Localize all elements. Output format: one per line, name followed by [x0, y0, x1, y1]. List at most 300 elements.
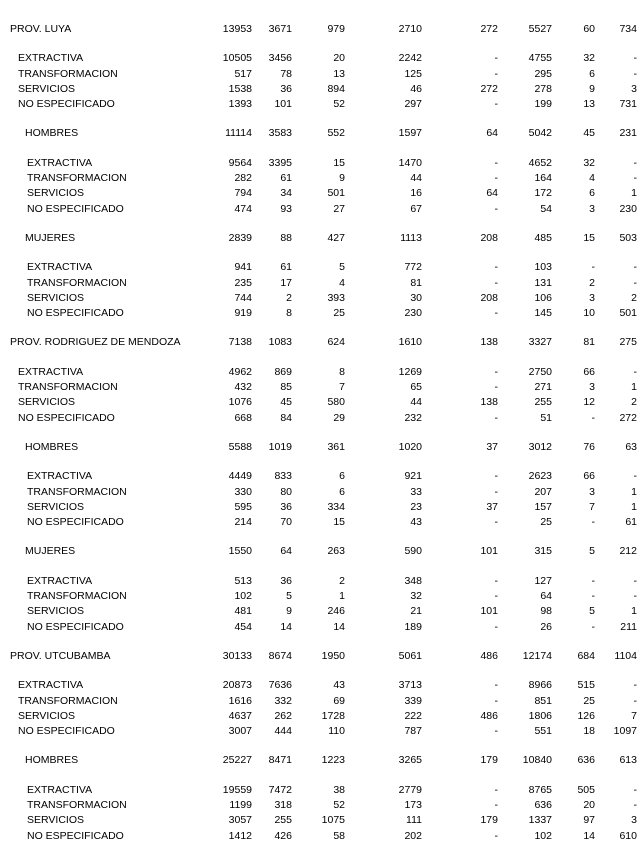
value-cell: 486 — [480, 709, 498, 722]
row-label: TRANSFORMACION — [27, 172, 127, 185]
row-label: SERVICIOS — [27, 500, 84, 513]
value-cell: 54 — [540, 202, 552, 215]
value-cell: 393 — [327, 291, 345, 304]
value-cell: 1269 — [398, 365, 422, 378]
value-cell: 1 — [631, 605, 637, 618]
value-cell: 2779 — [398, 783, 422, 796]
value-cell: 26 — [540, 620, 552, 633]
value-cell: 1113 — [400, 231, 422, 244]
value-cell: 485 — [534, 231, 552, 244]
value-cell: 1 — [631, 500, 637, 513]
table-row — [0, 67, 642, 82]
table-row — [0, 574, 642, 589]
value-cell: 1728 — [321, 709, 345, 722]
value-cell: 3 — [589, 381, 595, 394]
value-cell: 38 — [333, 783, 345, 796]
value-cell: - — [494, 98, 498, 111]
value-cell: 211 — [620, 620, 637, 633]
value-cell: 262 — [274, 709, 292, 722]
value-cell: 13 — [583, 98, 595, 111]
value-cell: 102 — [234, 590, 252, 603]
value-cell: 7472 — [268, 783, 292, 796]
value-cell: 64 — [280, 545, 292, 558]
value-cell: 590 — [404, 545, 422, 558]
value-cell: 15 — [333, 516, 345, 529]
value-cell: 2 — [339, 574, 345, 587]
value-cell: 46 — [410, 82, 422, 95]
value-cell: 44 — [410, 396, 422, 409]
value-cell: 61 — [625, 516, 637, 529]
row-label: NO ESPECIFICADO — [27, 202, 124, 215]
value-cell: 668 — [234, 411, 252, 424]
table-row — [0, 260, 642, 275]
value-cell: 10505 — [222, 52, 252, 65]
row-label: EXTRACTIVA — [27, 574, 93, 587]
value-cell: 208 — [480, 291, 498, 304]
row-label: EXTRACTIVA — [18, 679, 84, 692]
value-cell: 595 — [234, 500, 252, 513]
value-cell: 297 — [404, 98, 422, 111]
value-cell: 7 — [589, 500, 595, 513]
value-cell: 501 — [327, 187, 345, 200]
value-cell: - — [591, 516, 595, 529]
value-cell: 36 — [280, 574, 292, 587]
row-label: EXTRACTIVA — [18, 52, 84, 65]
value-cell: 9 — [589, 82, 595, 95]
value-cell: 20 — [583, 798, 595, 811]
value-cell: 426 — [274, 829, 292, 842]
row-label: NO ESPECIFICADO — [18, 725, 115, 738]
value-cell: 173 — [404, 798, 422, 811]
value-cell: 230 — [619, 202, 637, 215]
value-cell: - — [494, 829, 498, 842]
value-cell: 1097 — [613, 725, 637, 738]
value-cell: 1597 — [398, 127, 422, 140]
row-label: TRANSFORMACION — [27, 485, 127, 498]
row-label: NO ESPECIFICADO — [18, 411, 115, 424]
value-cell: 1104 — [614, 649, 637, 662]
value-cell: 1470 — [398, 156, 422, 169]
value-cell: 734 — [619, 23, 637, 35]
value-cell: 93 — [280, 202, 292, 215]
value-cell: 27 — [333, 202, 345, 215]
table-row — [0, 604, 642, 619]
row-label: EXTRACTIVA — [27, 470, 93, 483]
row-label: EXTRACTIVA — [27, 783, 93, 796]
value-cell: 1610 — [398, 336, 422, 349]
value-cell: 731 — [619, 98, 637, 111]
value-cell: 3671 — [268, 23, 292, 35]
table-row — [0, 156, 642, 171]
row-label: TRANSFORMACION — [27, 276, 127, 289]
value-cell: - — [494, 620, 498, 633]
value-cell: 37 — [486, 440, 498, 453]
value-cell: 157 — [534, 500, 552, 513]
value-cell: 278 — [534, 82, 552, 95]
section-header-row — [0, 649, 642, 664]
value-cell: 11114 — [225, 127, 252, 140]
value-cell: 14 — [280, 620, 292, 633]
value-cell: - — [494, 276, 498, 289]
row-label: SERVICIOS — [27, 291, 84, 304]
value-cell: - — [633, 574, 637, 587]
value-cell: 636 — [534, 798, 552, 811]
row-label: SERVICIOS — [18, 82, 75, 95]
value-cell: 3 — [589, 485, 595, 498]
value-cell: 25 — [583, 694, 595, 707]
table-row — [0, 485, 642, 500]
section-header-row — [0, 335, 642, 350]
value-cell: 979 — [327, 23, 345, 35]
value-cell: 199 — [534, 98, 552, 111]
value-cell: 744 — [234, 291, 252, 304]
table-row — [0, 82, 642, 97]
value-cell: 13 — [333, 67, 345, 80]
row-label: PROV. RODRIGUEZ DE MENDOZA — [10, 336, 181, 349]
value-cell: 330 — [234, 485, 252, 498]
value-cell: 9 — [339, 172, 345, 185]
value-cell: 3713 — [398, 679, 422, 692]
value-cell: 45 — [583, 127, 595, 140]
table-row — [0, 186, 642, 201]
value-cell: 919 — [234, 307, 252, 320]
value-cell: 34 — [280, 187, 292, 200]
value-cell: 4449 — [228, 470, 252, 483]
table-row — [0, 202, 642, 217]
value-cell: 1075 — [321, 814, 345, 827]
value-cell: 172 — [534, 187, 552, 200]
value-cell: 7636 — [268, 679, 292, 692]
value-cell: 207 — [534, 485, 552, 498]
value-cell: 1020 — [398, 440, 422, 453]
value-cell: 1616 — [228, 694, 252, 707]
value-cell: 179 — [480, 754, 498, 767]
value-cell: 684 — [577, 649, 595, 662]
value-cell: - — [494, 590, 498, 603]
value-cell: 43 — [410, 516, 422, 529]
value-cell: 25227 — [222, 754, 252, 767]
value-cell: 1223 — [321, 754, 345, 767]
value-cell: 334 — [327, 500, 345, 513]
value-cell: - — [633, 365, 637, 378]
value-cell: 9 — [286, 605, 292, 618]
value-cell: 52 — [333, 798, 345, 811]
value-cell: 25 — [333, 307, 345, 320]
value-cell: 60 — [583, 23, 595, 35]
value-cell: 214 — [234, 516, 252, 529]
value-cell: 551 — [534, 725, 552, 738]
value-cell: 65 — [410, 381, 422, 394]
row-label: TRANSFORMACION — [27, 590, 127, 603]
value-cell: 36 — [280, 500, 292, 513]
value-cell: 2623 — [528, 470, 552, 483]
value-cell: 624 — [327, 336, 345, 349]
value-cell: 145 — [534, 307, 552, 320]
value-cell: 255 — [534, 396, 552, 409]
value-cell: 19559 — [222, 783, 252, 796]
row-label: NO ESPECIFICADO — [27, 829, 124, 842]
table-row — [0, 469, 642, 484]
value-cell: 3 — [589, 291, 595, 304]
value-cell: 3 — [631, 814, 637, 827]
value-cell: - — [494, 574, 498, 587]
value-cell: 64 — [486, 127, 498, 140]
value-cell: 444 — [274, 725, 292, 738]
value-cell: - — [633, 783, 637, 796]
value-cell: 5 — [589, 605, 595, 618]
value-cell: 64 — [486, 187, 498, 200]
value-cell: 111 — [406, 814, 422, 827]
value-cell: 272 — [619, 411, 637, 424]
value-cell: 315 — [534, 545, 552, 558]
value-cell: 869 — [274, 365, 292, 378]
row-label: MUJERES — [25, 545, 76, 558]
value-cell: 5527 — [528, 23, 552, 35]
section-header-row — [0, 544, 642, 559]
value-cell: 88 — [280, 231, 292, 244]
value-cell: 63 — [625, 440, 637, 453]
table-row — [0, 620, 642, 635]
table-row — [0, 798, 642, 813]
value-cell: 84 — [280, 411, 292, 424]
value-cell: 32 — [583, 156, 595, 169]
value-cell: 3057 — [228, 814, 252, 827]
value-cell: 486 — [480, 649, 498, 662]
value-cell: 127 — [534, 574, 552, 587]
value-cell: 231 — [619, 127, 637, 140]
row-label: SERVICIOS — [27, 605, 84, 618]
row-label: SERVICIOS — [27, 814, 84, 827]
row-label: PROV. UTCUBAMBA — [10, 649, 111, 662]
value-cell: 3327 — [528, 336, 552, 349]
row-label: SERVICIOS — [18, 709, 75, 722]
table-row — [0, 515, 642, 530]
value-cell: 4652 — [528, 156, 552, 169]
value-cell: 941 — [234, 261, 252, 274]
value-cell: 1 — [631, 485, 637, 498]
value-cell: - — [633, 67, 637, 80]
value-cell: 4962 — [228, 365, 252, 378]
table-row — [0, 724, 642, 739]
value-cell: - — [633, 590, 637, 603]
value-cell: 202 — [404, 829, 422, 842]
value-cell: 282 — [234, 172, 252, 185]
section-header-row — [0, 126, 642, 141]
value-cell: 503 — [619, 231, 637, 244]
census-table — [0, 22, 642, 844]
value-cell: 3007 — [228, 725, 252, 738]
value-cell: 1 — [631, 381, 637, 394]
value-cell: 7138 — [228, 336, 252, 349]
value-cell: 2 — [631, 396, 637, 409]
value-cell: 101 — [480, 545, 498, 558]
table-row — [0, 380, 642, 395]
value-cell: - — [494, 156, 498, 169]
row-label: TRANSFORMACION — [18, 381, 118, 394]
value-cell: 481 — [234, 605, 252, 618]
value-cell: 2839 — [228, 231, 252, 244]
value-cell: 1199 — [229, 798, 252, 811]
value-cell: 4 — [589, 172, 595, 185]
value-cell: - — [494, 798, 498, 811]
value-cell: 7 — [339, 381, 345, 394]
value-cell: 6 — [589, 67, 595, 80]
value-cell: 505 — [577, 783, 595, 796]
table-row — [0, 694, 642, 709]
value-cell: - — [591, 411, 595, 424]
value-cell: 4637 — [228, 709, 252, 722]
row-label: HOMBRES — [25, 754, 79, 767]
value-cell: 97 — [583, 814, 595, 827]
value-cell: 1393 — [228, 98, 252, 111]
value-cell: - — [494, 52, 498, 65]
value-cell: 580 — [327, 396, 345, 409]
value-cell: - — [633, 156, 637, 169]
value-cell: 20 — [333, 52, 345, 65]
value-cell: 501 — [619, 307, 637, 320]
value-cell: 3 — [589, 202, 595, 215]
value-cell: 30133 — [222, 649, 252, 662]
value-cell: 921 — [404, 470, 422, 483]
row-label: NO ESPECIFICADO — [27, 516, 124, 529]
value-cell: - — [494, 470, 498, 483]
value-cell: 4 — [339, 276, 345, 289]
value-cell: - — [633, 276, 637, 289]
value-cell: 98 — [540, 605, 552, 618]
value-cell: 7 — [631, 709, 637, 722]
value-cell: 101 — [274, 98, 292, 111]
value-cell: 14 — [583, 829, 595, 842]
value-cell: 348 — [404, 574, 422, 587]
value-cell: - — [494, 783, 498, 796]
value-cell: 52 — [333, 98, 345, 111]
table-row — [0, 276, 642, 291]
value-cell: 61 — [280, 172, 292, 185]
value-cell: 69 — [333, 694, 345, 707]
value-cell: 189 — [404, 620, 422, 633]
table-row — [0, 709, 642, 724]
value-cell: - — [494, 365, 498, 378]
value-cell: 5061 — [398, 649, 422, 662]
value-cell: 110 — [328, 725, 345, 738]
table-row — [0, 306, 642, 321]
value-cell: 6 — [339, 485, 345, 498]
table-row — [0, 171, 642, 186]
value-cell: 3456 — [268, 52, 292, 65]
value-cell: 833 — [274, 470, 292, 483]
value-cell: 515 — [577, 679, 595, 692]
value-cell: 5 — [286, 590, 292, 603]
value-cell: - — [494, 411, 498, 424]
value-cell: 3265 — [398, 754, 422, 767]
value-cell: 513 — [234, 574, 252, 587]
value-cell: 76 — [583, 440, 595, 453]
value-cell: 1076 — [228, 396, 252, 409]
value-cell: 474 — [234, 202, 252, 215]
value-cell: 2 — [286, 291, 292, 304]
value-cell: 66 — [583, 365, 595, 378]
value-cell: 1337 — [528, 814, 552, 827]
value-cell: 208 — [480, 231, 498, 244]
value-cell: 85 — [280, 381, 292, 394]
value-cell: - — [591, 590, 595, 603]
value-cell: 552 — [327, 127, 345, 140]
value-cell: 67 — [410, 202, 422, 215]
value-cell: 138 — [480, 396, 498, 409]
value-cell: 15 — [583, 231, 595, 244]
value-cell: 295 — [534, 67, 552, 80]
value-cell: 8 — [286, 307, 292, 320]
value-cell: 13953 — [222, 23, 252, 35]
value-cell: 126 — [577, 709, 595, 722]
value-cell: - — [591, 574, 595, 587]
value-cell: 272 — [480, 82, 498, 95]
value-cell: 81 — [583, 336, 595, 349]
value-cell: 636 — [577, 754, 595, 767]
value-cell: 8674 — [268, 649, 292, 662]
value-cell: - — [494, 485, 498, 498]
value-cell: 1550 — [228, 545, 252, 558]
row-label: SERVICIOS — [27, 187, 84, 200]
row-label: NO ESPECIFICADO — [27, 307, 124, 320]
row-label: TRANSFORMACION — [18, 67, 118, 80]
value-cell: 80 — [280, 485, 292, 498]
row-label: HOMBRES — [25, 127, 79, 140]
value-cell: 131 — [534, 276, 552, 289]
value-cell: 164 — [534, 172, 552, 185]
row-label: SERVICIOS — [18, 396, 75, 409]
value-cell: 212 — [619, 545, 637, 558]
value-cell: 101 — [480, 605, 498, 618]
value-cell: 3012 — [528, 440, 552, 453]
value-cell: 263 — [327, 545, 345, 558]
section-header-row — [0, 753, 642, 768]
value-cell: 58 — [333, 829, 345, 842]
value-cell: 10 — [583, 307, 595, 320]
value-cell: 1538 — [228, 82, 252, 95]
value-cell: 3 — [631, 82, 637, 95]
value-cell: 43 — [333, 679, 345, 692]
table-row — [0, 829, 642, 844]
value-cell: 772 — [404, 261, 422, 274]
row-label: EXTRACTIVA — [18, 365, 84, 378]
value-cell: 8 — [339, 365, 345, 378]
value-cell: - — [494, 307, 498, 320]
value-cell: 517 — [234, 67, 252, 80]
value-cell: 610 — [619, 829, 637, 842]
value-cell: - — [494, 202, 498, 215]
value-cell: 70 — [280, 516, 292, 529]
value-cell: 1 — [339, 590, 345, 603]
value-cell: - — [633, 798, 637, 811]
value-cell: 29 — [333, 411, 345, 424]
value-cell: - — [494, 516, 498, 529]
table-row — [0, 813, 642, 828]
value-cell: - — [633, 679, 637, 692]
value-cell: 32 — [410, 590, 422, 603]
value-cell: 33 — [410, 485, 422, 498]
value-cell: - — [633, 261, 637, 274]
value-cell: 432 — [234, 381, 252, 394]
value-cell: - — [494, 261, 498, 274]
value-cell: 51 — [540, 411, 552, 424]
value-cell: 235 — [234, 276, 252, 289]
value-cell: 66 — [583, 470, 595, 483]
value-cell: 5 — [589, 545, 595, 558]
value-cell: 339 — [404, 694, 422, 707]
value-cell: 103 — [534, 261, 552, 274]
value-cell: - — [633, 172, 637, 185]
